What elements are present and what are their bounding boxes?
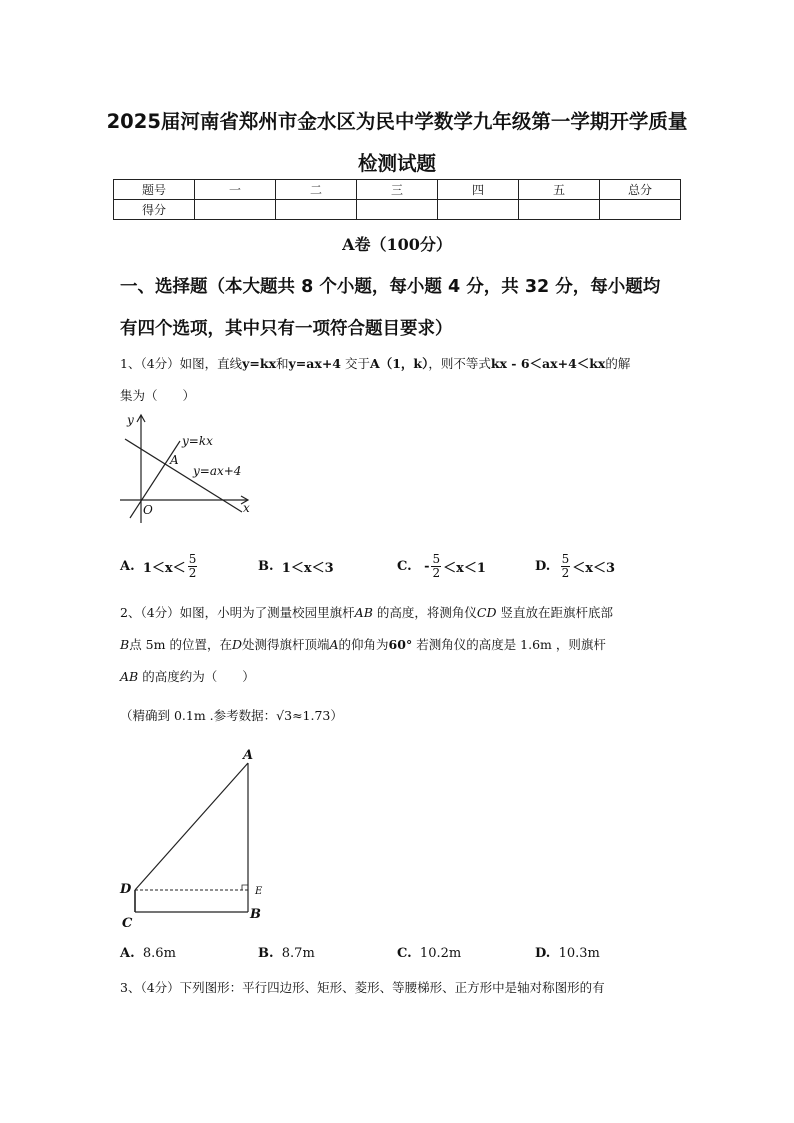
score-table-score-row bbox=[114, 200, 681, 220]
q2-text: 竖直放在距旗杆底部 bbox=[500, 605, 613, 620]
fraction bbox=[188, 553, 198, 580]
q1-option-b[interactable] bbox=[258, 546, 334, 586]
q1-eq-kx: y=kx bbox=[242, 356, 277, 371]
option-text: 10.3m bbox=[558, 946, 600, 961]
q2-text: 的高度约为（ ） bbox=[142, 669, 255, 684]
header-cell-5: 五 bbox=[519, 180, 600, 200]
label-d: D bbox=[120, 882, 132, 897]
y-axis-arrow-icon bbox=[137, 415, 145, 422]
q1-text: 如图，直线 bbox=[179, 356, 243, 371]
label-b: B bbox=[250, 907, 261, 922]
option-letter: B. bbox=[258, 946, 274, 961]
score-table bbox=[113, 179, 681, 220]
fraction bbox=[431, 553, 441, 580]
q2-text-line3 bbox=[120, 667, 255, 685]
q2-text: 处测得旗杆顶端 bbox=[241, 637, 330, 652]
q1-point-a: A（1，k） bbox=[370, 356, 429, 371]
q2-var-cd: CD bbox=[476, 605, 497, 620]
numerator: 5 bbox=[432, 551, 441, 566]
header-cell-3: 三 bbox=[357, 180, 438, 200]
option-letter: A. bbox=[120, 946, 135, 961]
line-ax4-label: y=ax+4 bbox=[193, 464, 242, 478]
line-y-ax-plus-4 bbox=[125, 439, 242, 512]
q1-text-line2: 集为（ ） bbox=[120, 388, 196, 403]
option-text: 8.7m bbox=[281, 946, 315, 961]
numerator: 5 bbox=[561, 551, 570, 566]
label-e: E bbox=[255, 886, 263, 897]
q2-text-line2 bbox=[120, 635, 606, 653]
option-text: 10.2m bbox=[419, 946, 462, 961]
point-a-label: A bbox=[170, 453, 179, 467]
document-title-line1: 2025届河南省郑州市金水区为民中学数学九年级第一学期开学质量 bbox=[106, 110, 688, 133]
q2-number: 2、（4分） bbox=[120, 605, 180, 620]
x-axis-label: x bbox=[243, 501, 250, 515]
q3-number: 3、（4分） bbox=[120, 980, 180, 995]
label-c: C bbox=[122, 916, 133, 931]
q1-option-d[interactable] bbox=[535, 546, 615, 586]
section1-heading-line1: 一、选择题（本大题共 8 个小题，每小题 4 分，共 32 分，每小题均 bbox=[120, 277, 661, 297]
numerator: 5 bbox=[188, 551, 197, 566]
q2-text: 若测角仪的高度是 1.6m ，则旗杆 bbox=[416, 637, 606, 652]
option-letter: B. bbox=[258, 558, 274, 574]
q2-text-line1 bbox=[120, 603, 613, 621]
q2-text: 点 5m 的位置，在 bbox=[129, 637, 232, 652]
denominator: 2 bbox=[561, 565, 570, 580]
score-cell-5 bbox=[519, 200, 600, 220]
section1-heading-line2: 有四个选项，其中只有一项符合题目要求） bbox=[120, 319, 453, 339]
fraction bbox=[561, 553, 571, 580]
score-row-label: 得分 bbox=[114, 200, 195, 220]
paper-a-heading: A卷（100分） bbox=[342, 235, 452, 254]
q1-text: 交于 bbox=[345, 356, 371, 371]
q3-text: 下列图形：平行四边形、矩形、菱形、等腰梯形、正方形中是轴对称图形的有 bbox=[179, 980, 605, 995]
q1-eq-ax4: y=ax+4 bbox=[288, 356, 342, 371]
header-cell-1: 一 bbox=[195, 180, 276, 200]
option-letter: C. bbox=[397, 946, 412, 961]
q2-option-c[interactable] bbox=[397, 946, 461, 961]
denominator: 2 bbox=[188, 565, 197, 580]
option-text: 1＜x＜ bbox=[142, 560, 186, 576]
header-cell-total: 总分 bbox=[600, 180, 681, 200]
q1-option-a[interactable] bbox=[120, 546, 199, 586]
x-axis-arrow-icon bbox=[241, 496, 248, 504]
header-cell-2: 二 bbox=[276, 180, 357, 200]
segment-da bbox=[135, 763, 248, 890]
q2-var-a: A bbox=[329, 637, 339, 652]
q1-text: 的解 bbox=[605, 356, 631, 371]
q1-text-line1 bbox=[120, 354, 630, 372]
y-axis-label: y bbox=[127, 413, 134, 427]
line-kx-label: y=kx bbox=[182, 434, 213, 448]
q1-text: 和 bbox=[276, 356, 289, 371]
q3-text-line1 bbox=[120, 978, 605, 996]
q2-var-ab: AB bbox=[120, 669, 139, 684]
line-y-kx bbox=[130, 441, 180, 518]
q2-option-d[interactable] bbox=[535, 946, 600, 961]
q1-inequality: kx - 6＜ax+4＜kx bbox=[490, 356, 606, 371]
denominator: 2 bbox=[432, 565, 441, 580]
q2-option-b[interactable] bbox=[258, 946, 315, 961]
score-cell-1 bbox=[195, 200, 276, 220]
q2-options bbox=[0, 946, 794, 968]
q1-number: 1、（4分） bbox=[120, 356, 180, 371]
score-cell-4 bbox=[438, 200, 519, 220]
option-letter: C. bbox=[397, 558, 412, 574]
q2-triangle-figure bbox=[135, 763, 248, 912]
q1-axes bbox=[120, 415, 248, 523]
q2-angle: 60° bbox=[388, 637, 413, 652]
right-angle-mark-icon bbox=[242, 885, 248, 890]
document-title-line2: 检测试题 bbox=[357, 152, 436, 175]
q2-var-d: D bbox=[231, 637, 242, 652]
q2-var-b: B bbox=[120, 637, 130, 652]
option-text: 8.6m bbox=[142, 946, 176, 961]
score-table-header-row bbox=[114, 180, 681, 200]
q2-text: 如图，小明为了测量校园里旗杆 bbox=[179, 605, 355, 620]
score-cell-3 bbox=[357, 200, 438, 220]
option-letter: D. bbox=[535, 558, 551, 574]
q2-var-ab: AB bbox=[354, 605, 373, 620]
score-cell-2 bbox=[276, 200, 357, 220]
score-cell-total bbox=[600, 200, 681, 220]
option-text: 1＜x＜3 bbox=[281, 560, 334, 576]
option-text: ＜x＜1 bbox=[443, 560, 486, 576]
option-text: - bbox=[424, 558, 430, 574]
option-text: ＜x＜3 bbox=[572, 560, 616, 576]
option-letter: A. bbox=[120, 558, 135, 574]
q2-text: 的仰角为 bbox=[338, 637, 389, 652]
q2-option-a[interactable] bbox=[120, 946, 176, 961]
q2-text: 的高度，将测角仪 bbox=[376, 605, 477, 620]
q2-note: （精确到 0.1m .参考数据：√3≈1.73） bbox=[120, 708, 343, 723]
q1-options bbox=[0, 546, 794, 586]
label-a: A bbox=[243, 748, 254, 763]
q1-option-c[interactable] bbox=[397, 546, 486, 586]
header-cell-4: 四 bbox=[438, 180, 519, 200]
origin-label: O bbox=[143, 503, 153, 517]
option-letter: D. bbox=[535, 946, 551, 961]
q1-text: ，则不等式 bbox=[428, 356, 491, 371]
header-cell-question-no: 题号 bbox=[114, 180, 195, 200]
